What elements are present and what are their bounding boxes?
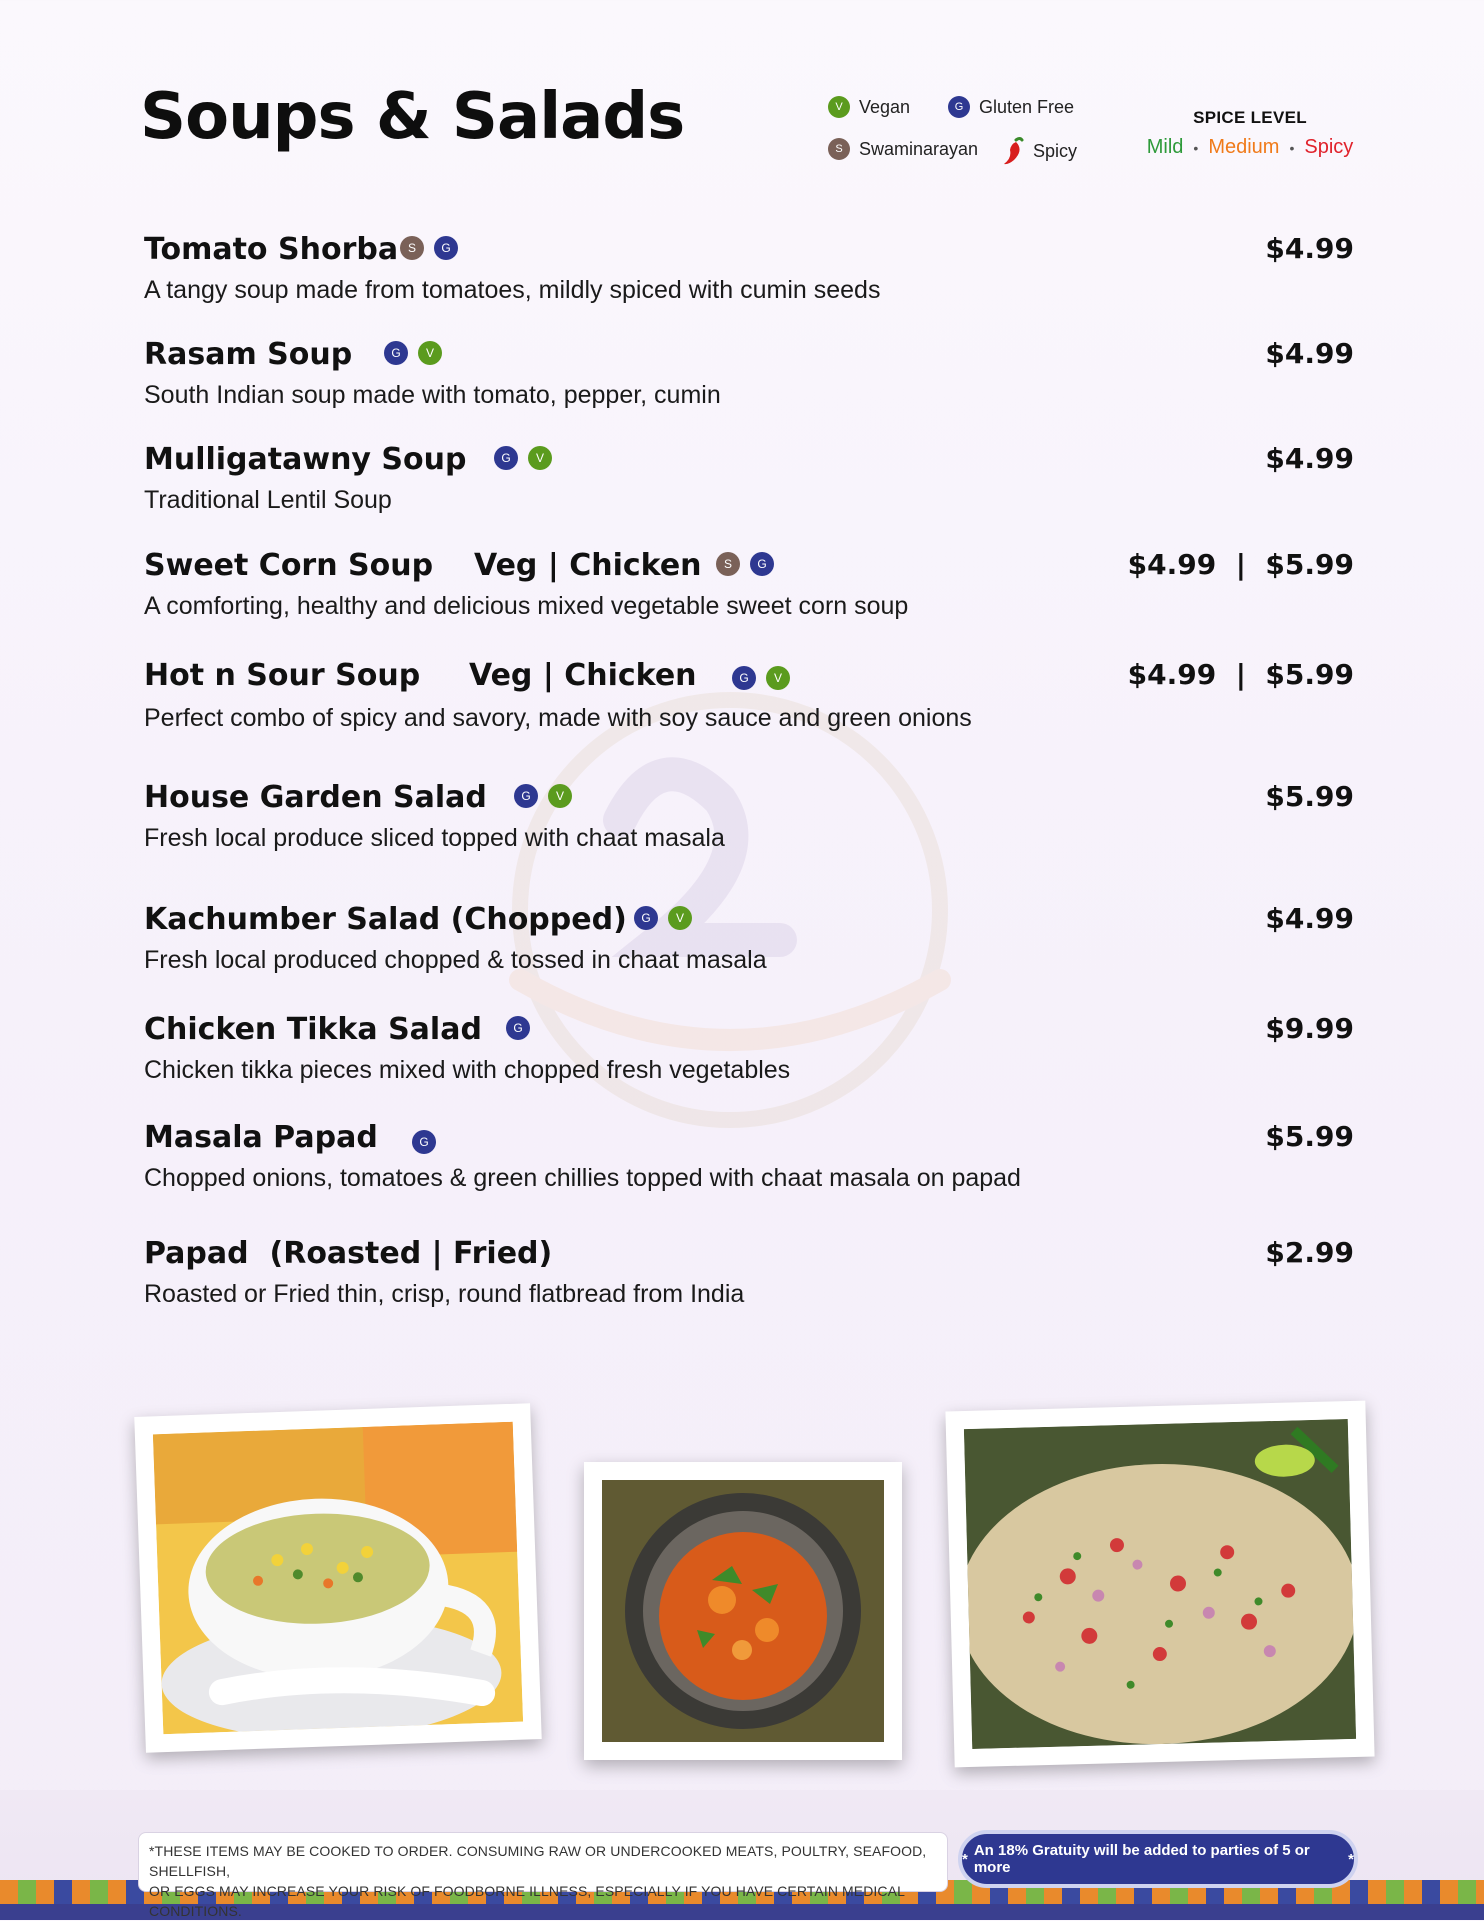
- gluten-free-badge-icon: G: [948, 96, 970, 118]
- legend-spicy: [1002, 136, 1077, 166]
- spice-level-key: [1140, 108, 1360, 159]
- spice-separator: •: [1289, 139, 1295, 156]
- dietary-badges: [506, 1016, 530, 1040]
- menu-item-description: Fresh local produced chopped & tossed in chaat masala: [144, 946, 767, 974]
- menu-item-name: Masala Papad: [144, 1120, 378, 1155]
- legend-vegan-label: Vegan: [859, 96, 911, 117]
- gluten-free-badge-icon: G: [506, 1016, 530, 1040]
- dietary-badges: [494, 446, 552, 470]
- menu-item-name: Hot n Sour Soup: [144, 658, 421, 693]
- menu-item-price: $4.99: [1265, 442, 1354, 475]
- menu-item-name: House Garden Salad: [144, 780, 487, 815]
- menu-item-price: $2.99: [1265, 1236, 1354, 1269]
- spice-mild-label: Mild: [1146, 136, 1184, 158]
- page-title: Soups & Salads: [140, 80, 685, 154]
- legend-swaminarayan-label: Swaminarayan: [859, 138, 979, 159]
- menu-item-price: $5.99: [1265, 1120, 1354, 1153]
- menu-item-variant: Veg | Chicken: [469, 658, 697, 693]
- dietary-badges: [716, 552, 774, 576]
- disclaimer-line-2: OR EGGS MAY INCREASE YOUR RISK OF FOODBORNE ILLNESS, ESPECIALLY IF YOU HAVE CERTAIN MEDICAL CONDITIONS.: [149, 1883, 905, 1919]
- dietary-badges: [400, 236, 458, 260]
- gratuity-text: An 18% Gratuity will be added to parties of 5 or more: [973, 1842, 1310, 1876]
- menu-item-description: Fresh local produce sliced topped with chaat masala: [144, 824, 725, 852]
- disclaimer-line-1: *THESE ITEMS MAY BE COOKED TO ORDER. CONSUMING RAW OR UNDERCOOKED MEATS, POULTRY, SEAFOOD, SHELLFISH,: [149, 1843, 927, 1879]
- masala-papad-image-icon: [964, 1419, 1356, 1749]
- vegan-badge-icon: V: [418, 341, 442, 365]
- menu-item-price: $4.99 | $5.99: [1127, 658, 1354, 691]
- gratuity-star-icon: *: [1348, 1850, 1354, 1868]
- menu-item-name: Rasam Soup: [144, 337, 353, 372]
- dietary-badges: [514, 784, 572, 808]
- menu-item-price: $4.99: [1265, 337, 1354, 370]
- spice-spicy-label: Spicy: [1304, 136, 1354, 158]
- vegan-badge-icon: V: [528, 446, 552, 470]
- menu-item-name: Kachumber Salad (Chopped): [144, 902, 627, 937]
- menu-item-description: A tangy soup made from tomatoes, mildly spiced with cumin seeds: [144, 276, 881, 304]
- gluten-free-badge-icon: G: [384, 341, 408, 365]
- menu-item-price: $5.99: [1265, 780, 1354, 813]
- legend-vegan: [828, 96, 910, 118]
- dietary-badges: [384, 341, 442, 365]
- photo-masala-papad: [945, 1401, 1374, 1768]
- menu-item-name: Mulligatawny Soup: [144, 442, 467, 477]
- photo-sweet-corn-soup: [134, 1403, 541, 1753]
- vegan-badge-icon: V: [828, 96, 850, 118]
- menu-item-name: Sweet Corn Soup: [144, 548, 434, 583]
- legend-swaminarayan: [828, 138, 978, 160]
- menu-item-price: $4.99: [1265, 902, 1354, 935]
- gluten-free-badge-icon: G: [514, 784, 538, 808]
- menu-item-description: Roasted or Fried thin, crisp, round flatbread from India: [144, 1280, 745, 1308]
- gluten-free-badge-icon: G: [434, 236, 458, 260]
- menu-item-variant: Veg | Chicken: [474, 548, 702, 583]
- dietary-legend: [828, 96, 1108, 176]
- menu-item-name: Chicken Tikka Salad: [144, 1012, 482, 1047]
- menu-item-name: Tomato Shorba: [144, 232, 399, 267]
- gluten-free-badge-icon: G: [634, 906, 658, 930]
- dietary-badges: [412, 1130, 436, 1154]
- spice-level-heading: SPICE LEVEL: [1193, 108, 1307, 127]
- swaminarayan-badge-icon: S: [400, 236, 424, 260]
- menu-item-price: $4.99: [1265, 232, 1354, 265]
- gluten-free-badge-icon: G: [494, 446, 518, 470]
- swaminarayan-badge-icon: S: [716, 552, 740, 576]
- food-safety-disclaimer: [138, 1832, 948, 1919]
- sweet-corn-soup-image-icon: [153, 1422, 523, 1734]
- vegan-badge-icon: V: [548, 784, 572, 808]
- spice-medium-label: Medium: [1208, 136, 1280, 158]
- menu-item-description: Perfect combo of spicy and savory, made with soy sauce and green onions: [144, 704, 972, 732]
- swaminarayan-badge-icon: S: [828, 138, 850, 160]
- menu-item-name: Papad (Roasted | Fried): [144, 1236, 553, 1271]
- gratuity-star-icon: *: [962, 1850, 968, 1868]
- gluten-free-badge-icon: G: [732, 666, 756, 690]
- menu-item-description: Chicken tikka pieces mixed with chopped fresh vegetables: [144, 1056, 791, 1084]
- menu-item-price: $9.99: [1265, 1012, 1354, 1045]
- menu-item-description: Chopped onions, tomatoes & green chillies topped with chaat masala on papad: [144, 1164, 1021, 1192]
- gluten-free-badge-icon: G: [750, 552, 774, 576]
- dietary-badges: [732, 666, 790, 690]
- menu-item-description: South Indian soup made with tomato, pepper, cumin: [144, 381, 721, 409]
- menu-item-price: $4.99 | $5.99: [1127, 548, 1354, 581]
- vegan-badge-icon: V: [668, 906, 692, 930]
- legend-gluten-free-label: Gluten Free: [979, 96, 1075, 117]
- menu-item-description: Traditional Lentil Soup: [144, 486, 392, 514]
- spice-separator: •: [1193, 139, 1199, 156]
- legend-gluten-free: [948, 96, 1074, 118]
- dietary-badges: [634, 906, 692, 930]
- spice-level-scale: [1140, 136, 1360, 159]
- chili-pepper-icon: [1002, 136, 1024, 166]
- menu-item-description: A comforting, healthy and delicious mixed vegetable sweet corn soup: [144, 592, 909, 620]
- vegan-badge-icon: V: [766, 666, 790, 690]
- rasam-soup-image-icon: [602, 1480, 884, 1742]
- legend-spicy-label: Spicy: [1033, 140, 1078, 161]
- gluten-free-badge-icon: G: [412, 1130, 436, 1154]
- photo-rasam-soup: [584, 1462, 902, 1760]
- gratuity-notice: [958, 1830, 1358, 1888]
